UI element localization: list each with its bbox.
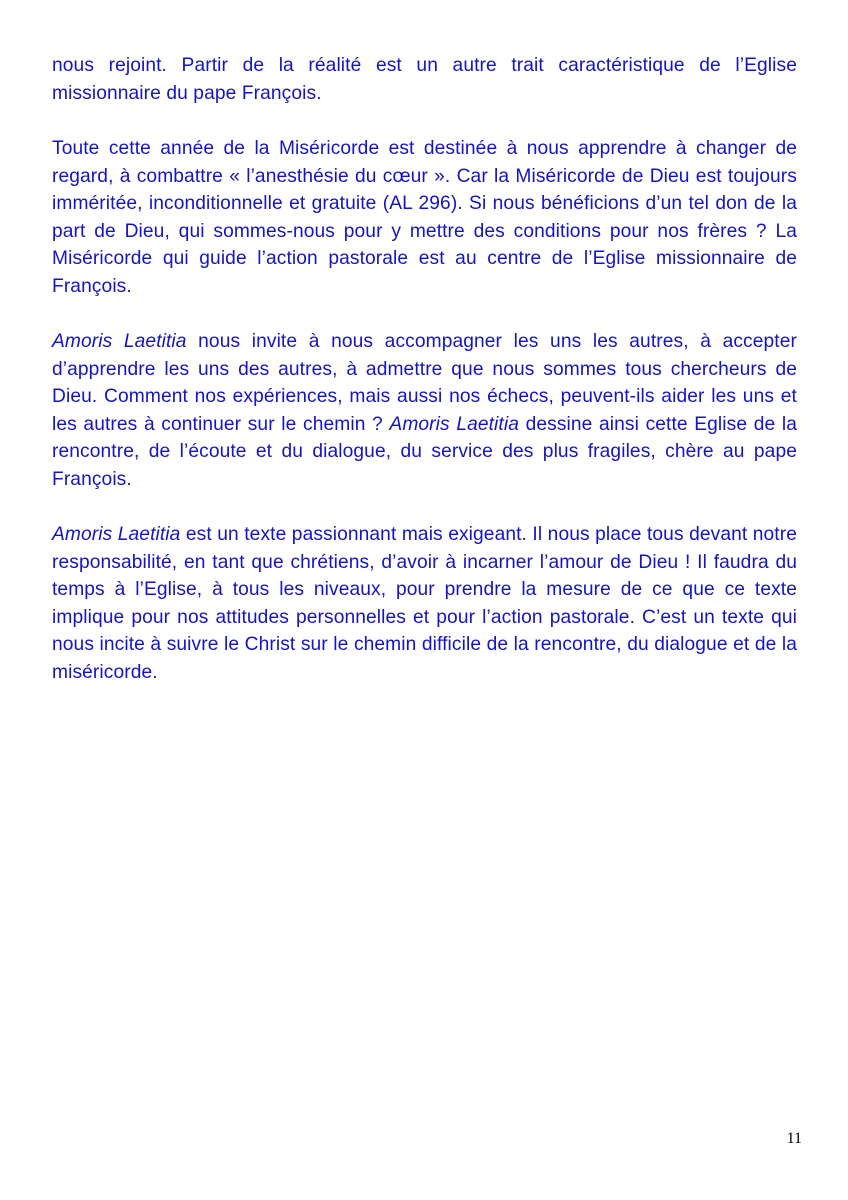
document-body — [52, 52, 797, 714]
paragraph-3-text-a: nous invite à nous accompagner les uns les autres, à accepter d’apprendre les uns des autres, à admettre que nous sommes tous chercheurs de Dieu. Comment nos expériences, mais aussi nos échecs, peuvent-ils aider les uns et les autres à continuer sur le chemin ? — [52, 331, 797, 435]
paragraph-3 — [52, 328, 797, 493]
paragraph-3-text-b: dessine ainsi cette Eglise de la rencontre, de l’écoute et du dialogue, du service des plus fragiles, chère au pape François. — [52, 413, 797, 490]
paragraph-1 — [52, 52, 797, 107]
paragraph-2 — [52, 135, 797, 300]
page-number: 11 — [786, 1130, 802, 1147]
paragraph-4-text: est un texte passionnant mais exigeant. Il nous place tous devant notre responsabilité, en tant que chrétiens, d’avoir à incarner l’amour de Dieu ! Il faudra du temps à l’Eglise, à tous les niveaux, pour prendre la mesure de ce que ce texte implique pour nos attitudes personnelles et pour l’action pastorale. C’est un texte qui nous incite à suivre le Christ sur le chemin difficile de la rencontre, du dialogue et de la miséricorde. — [52, 524, 797, 683]
paragraph-4-title-ref: Amoris Laetitia — [52, 524, 181, 545]
paragraph-1-text: nous rejoint. Partir de la réalité est un autre trait caractéristique de l’Eglise missionnaire du pape François. — [52, 55, 797, 104]
paragraph-2-text: Toute cette année de la Miséricorde est destinée à nous apprendre à changer de regard, à combattre « l’anesthésie du cœur ». Car la Miséricorde de Dieu est toujours imméritée, inconditionnelle et gratuite (AL 296). Si nous bénéficions d’un tel don de la part de Dieu, qui sommes-nous pour y mettre des conditions pour nos frères ? La Miséricorde qui guide l’action pastorale est au centre de l’Eglise missionnaire de François. — [52, 138, 797, 297]
paragraph-3-title-ref: Amoris Laetitia — [52, 331, 187, 352]
paragraph-3-title-ref-2: Amoris Laetitia — [389, 413, 519, 435]
paragraph-4 — [52, 521, 797, 686]
